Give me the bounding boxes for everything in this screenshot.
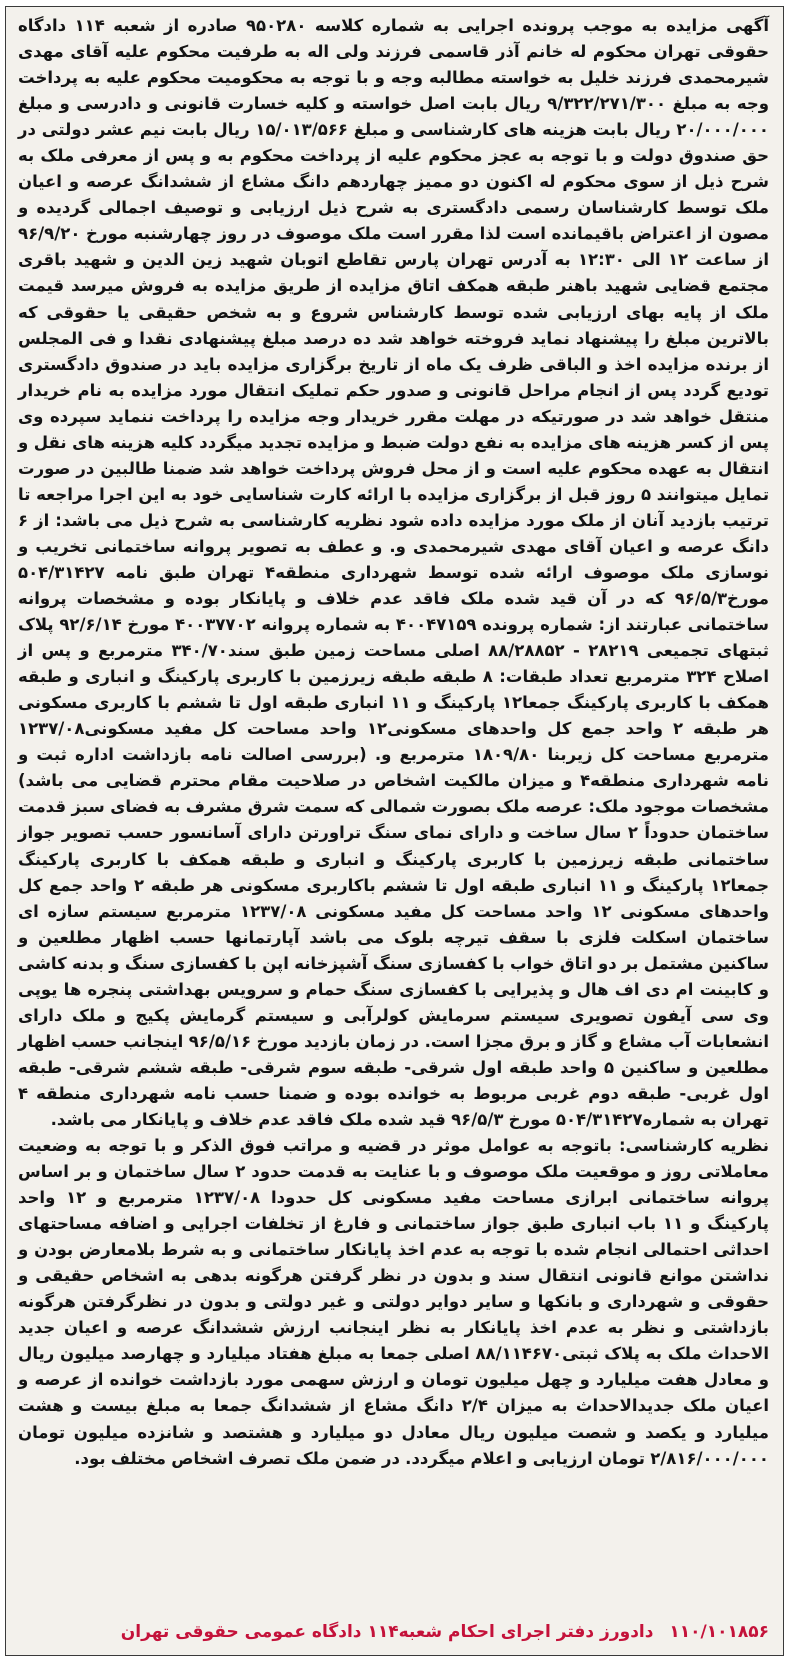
auction-notice-text [18, 13, 769, 1472]
signature-number: ۱۱۰/۱۰۱۸۵۶ [669, 1622, 769, 1642]
notice-frame [5, 6, 784, 1656]
notice-signature [18, 1619, 769, 1645]
notice-paragraph-expert-opinion: نظریه کارشناسی: باتوجه به عوامل موثر در قضیه و مراتب فوق الذکر و با توجه به وضعیت معاملاتی روز و موقعیت ملک موصوف و با عنایت به قدمت حدود ۲ سال ساختمان و بر اساس پروانه ساختمانی ابرازی مساحت مفید مسکونی کل حدودا ۱۲۳۷/۰۸ مترمربع و ۱۲ واحد پارکینگ و ۱۱ باب انباری طبق جواز ساختمانی و فارغ از تخلفات اجرایی و اضافه مساحتهای احداثی احتمالی انجام شده با توجه به عدم اخذ پایانکار ساختمانی و به شرط بلامعارض بودن و نداشتن موانع قانونی انتقال سند و بدون در نظر گرفتن هرگونه بدهی به اشخاص حقیقی و حقوقی و شهرداری و بانکها و سایر دوایر دولتی و غیر دولتی و بدون در نظرگرفتن هرگونه بازداشتی و نظر به عدم اخذ پایانکار به نظر اینجانب ارزش ششدانگ عرصه و اعیان جدید الاحداث ملک به پلاک ثبتی۸۸/۱۱۴۶۷۰ اصلی جمعا به مبلغ هفتاد میلیارد و چهارصد میلیون ریال و معادل هفت میلیارد و چهل میلیون تومان و ارزش سهمی مورد بازداشت خوانده از عرصه و اعیان ملک جدیدالاحداث به میزان ۲/۴ دانگ مشاع از ششدانگ جمعا به مبلغ بیست و هشت میلیارد و یکصد و شصت میلیون ریال معادل دو میلیارد و هشتصد و شانزده میلیون تومان ۲/۸۱۶/۰۰۰/۰۰۰ تومان ارزیابی و اعلام میگردد. در ضمن ملک تصرف اشخاص مختلف بود. [18, 1136, 769, 1468]
notice-paragraph-main: آگهی مزایده به موجب پرونده اجرایی به شماره کلاسه ۹۵۰۲۸۰ صادره از شعبه ۱۱۴ دادگاه حقوقی تهران محکوم له خانم آذر قاسمی فرزند ولی اله به طرفیت محکوم علیه آقای مهدی شیرمحمدی فرزند خلیل به خواسته مطالبه وجه و با توجه به محکومیت محکوم علیه به پرداخت وجه به مبلغ ۹/۳۲۲/۲۷۱/۳۰۰ ریال بابت اصل خواسته و کلیه خسارت قانونی و دادرسی و مبلغ ۲۰/۰۰۰/۰۰۰ ریال بابت هزینه های کارشناسی و مبلغ ۱۵/۰۱۳/۵۶۶ ریال بابت نیم عشر دولتی در حق صندوق دولت و با توجه به عجز محکوم علیه از پرداخت محکوم به و پس از معرفی ملک به شرح ذیل از سوی محکوم له اکنون دو ممیز چهاردهم دانگ مشاع از ششدانگ عرصه و اعیان ملک توسط کارشناسان رسمی دادگستری به شرح ذیل ارزیابی و توصیف اجمالی گردیده و مصون از اعتراض باقیمانده است لذا مقرر است ملک موصوف در روز چهارشنبه مورخ ۹۶/۹/۲۰ از ساعت ۱۲ الی ۱۲:۳۰ به آدرس تهران پارس تقاطع اتوبان شهید زین الدین و شهید باقری مجتمع قضایی شهید باهنر طبقه همکف اتاق مزایده از طریق مزایده به فروش میرسد قیمت ملک از پایه بهای ارزیابی شده توسط کارشناس شروع و به شخص حقیقی یا حقوقی که بالاترین مبلغ را پیشنهاد نماید فروخته خواهد شد ده درصد مبلغ پیشنهادی نقدا و فی المجلس از برنده مزایده اخذ و الباقی ظرف یک ماه از تاریخ برگزاری مزایده باید در صندوق دادگستری تودیع گردد پس از انجام مراحل قانونی و صدور حکم تملیک انتقال مورد مزایده به نام خریدار منتقل خواهد شد در صورتیکه در مهلت مقرر خریدار وجه مزایده را پرداخت ننماید سپرده وی پس از کسر هزینه های مزایده به نفع دولت ضبط و مزایده تجدید میگردد کلیه هزینه های نقل و انتقال به عهده محکوم علیه است و از محل فروش پرداخت خواهد شد ضمنا طالبین در صورت تمایل میتوانند ۵ روز قبل از برگزاری مزایده با ارائه کارت شناسایی خود به این اجرا مراجعه تا ترتیب بازدید آنان از ملک مورد مزایده داده شود نظریه کارشناسی به شرح ذیل می باشد: از ۶ دانگ عرصه و اعیان آقای مهدی شیرمحمدی و. و عطف به تصویر پروانه ساختمانی تخریب و نوسازی ملک موصوف ارائه شده توسط شهرداری منطقه۴ تهران طبق نامه ۵۰۴/۳۱۴۲۷ مورخ۹۶/۵/۳ که در آن قید شده ملک فاقد عدم خلاف و پایانکار بوده و مشخصات پروانه ساختمانی عبارتند از: شماره پرونده ۴۰۰۴۷۱۵۹ به شماره پروانه ۴۰۰۳۷۷۰۲ مورخ ۹۲/۶/۱۴ پلاک ثبتهای تجمیعی ۲۸۲۱۹ - ۸۸/۲۸۸۵۲ اصلی مساحت زمین طبق سند۳۴۰/۷۰ مترمربع و پس از اصلاح ۳۲۴ مترمربع تعداد طبقات: ۸ طبقه طبقه زیرزمین با کاربری پارکینگ و انباری و طبقه همکف با کاربری پارکینگ جمعا۱۲ پارکینگ و ۱۱ انباری طبقه اول تا ششم با کاربری مسکونی هر طبقه ۲ واحد جمع کل واحدهای مسکونی۱۲ واحد مساحت کل مفید مسکونی۱۲۳۷/۰۸ مترمربع مساحت کل زیربنا ۱۸۰۹/۸۰ مترمربع و. (بررسی اصالت نامه بازداشت اداره ثبت و نامه شهرداری منطقه۴ و میزان مالکیت اشخاص در صلاحیت مقام محترم قضایی می باشد) مشخصات موجود ملک: عرصه ملک بصورت شمالی که سمت شرق مشرف به فضای سبز قدمت ساختمان حدوداً ۲ سال ساخت و دارای نمای سنگ تراورتن دارای آسانسور حسب تصویر جواز ساختمانی طبقه زیرزمین با کاربری پارکینگ و انباری و طبقه همکف با کاربری پارکینگ جمعا۱۲ پارکینگ و ۱۱ انباری طبقه اول تا ششم باکاربری مسکونی هر طبقه ۲ واحد جمع کل واحدهای مسکونی ۱۲ واحد مساحت کل مفید مسکونی ۱۲۳۷/۰۸ مترمربع سیستم سازه ای ساختمان اسکلت فلزی با سقف تیرچه بلوک می باشد آپارتمانها حسب اظهار مطلعین و ساکنین مشتمل بر دو اتاق خواب با کفسازی سنگ آشپزخانه اپن با کفسازی سنگ و بدنه کاشی و کابینت ام دی اف هال و پذیرایی با کفسازی سنگ حمام و سرویس بهداشتی پنجره ها یوپی وی سی آیفون تصویری سیستم سرمایش کولرآبی و سیستم گرمایش پکیج و ملک دارای انشعابات آب مشاع و گاز و برق مجزا است. در زمان بازدید مورخ ۹۶/۵/۱۶ اینجانب حسب اظهار مطلعین و ساکنین ۵ واحد طبقه اول شرقی- طبقه سوم شرقی- طبقه ششم شرقی- طبقه اول غربی- طبقه دوم غربی مربوط به خوانده بوده و ضمنا حسب نامه شهرداری منطقه ۴ تهران به شماره۵۰۴/۳۱۴۲۷ مورخ ۹۶/۵/۳ قید شده ملک فاقد عدم خلاف و پایانکار می باشد. [18, 16, 770, 1129]
signature-office: دادورز دفتر اجرای احکام شعبه۱۱۴ دادگاه عمومی حقوقی تهران [120, 1622, 654, 1642]
